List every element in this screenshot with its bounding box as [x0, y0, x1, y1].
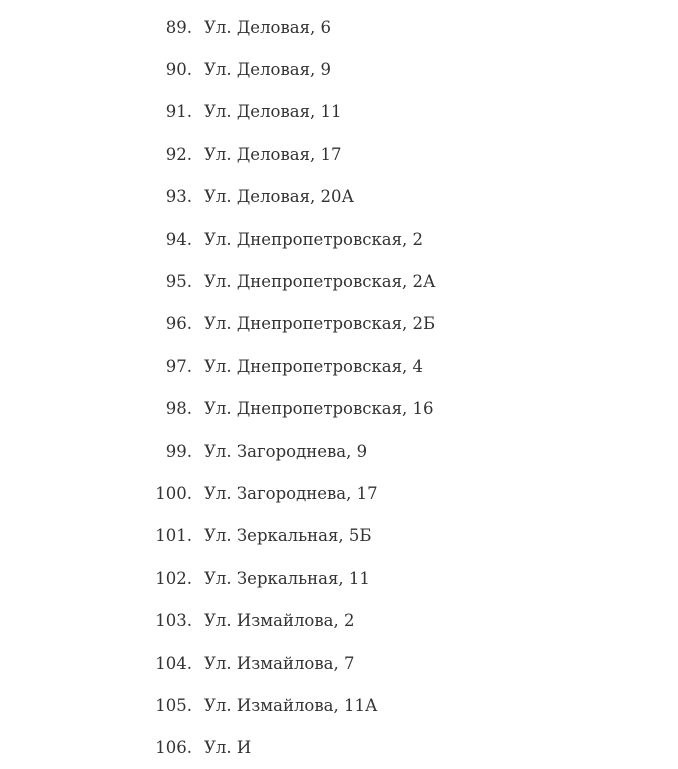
list-item-address: Ул. Деловая, 9 — [204, 60, 332, 80]
list-item-number: 95. — [165, 272, 192, 292]
list-item-number: 90. — [165, 60, 192, 80]
list-item-number: 106. — [155, 738, 192, 758]
list-item — [0, 133, 436, 175]
list-item-address: Ул. Днепропетровская, 2Б — [204, 314, 436, 334]
list-item-address: Ул. И — [204, 738, 252, 758]
list-item-address: Ул. Деловая, 20А — [204, 187, 355, 207]
list-item-number: 93. — [165, 187, 192, 207]
list-item-address: Ул. Загороднева, 17 — [204, 483, 378, 503]
list-item — [0, 176, 436, 218]
list-item — [0, 430, 436, 472]
list-item-number: 101. — [155, 526, 192, 546]
list-item-address: Ул. Днепропетровская, 2А — [204, 272, 436, 292]
list-item-address: Ул. Деловая, 17 — [204, 144, 342, 164]
list-item-number: 105. — [155, 695, 192, 715]
list-item — [0, 472, 436, 514]
list-item-number: 100. — [155, 483, 192, 503]
list-item — [0, 6, 436, 48]
list-item-number: 96. — [165, 314, 192, 334]
list-item — [0, 91, 436, 133]
list-item — [0, 303, 436, 345]
list-item-address: Ул. Измайлова, 11А — [204, 695, 378, 715]
list-item — [0, 684, 436, 726]
list-item-number: 89. — [165, 17, 192, 37]
list-item-number: 91. — [165, 102, 192, 122]
list-item — [0, 642, 436, 684]
list-item-number: 102. — [155, 568, 192, 588]
list-item — [0, 48, 436, 90]
list-item-address: Ул. Днепропетровская, 4 — [204, 356, 424, 376]
list-item-number: 103. — [155, 611, 192, 631]
address-list — [0, 6, 436, 769]
list-item-address: Ул. Зеркальная, 5Б — [204, 526, 372, 546]
list-item-number: 104. — [155, 653, 192, 673]
list-item — [0, 388, 436, 430]
list-item-address: Ул. Днепропетровская, 16 — [204, 399, 434, 419]
list-item-number: 99. — [165, 441, 192, 461]
list-item-number: 97. — [165, 356, 192, 376]
list-item-address: Ул. Зеркальная, 11 — [204, 568, 370, 588]
list-item-address: Ул. Деловая, 11 — [204, 102, 342, 122]
list-item-number: 94. — [165, 229, 192, 249]
list-item — [0, 218, 436, 260]
list-item-address: Ул. Деловая, 6 — [204, 17, 332, 37]
list-item-number: 92. — [165, 144, 192, 164]
list-item — [0, 260, 436, 302]
list-item — [0, 557, 436, 599]
list-item-address: Ул. Измайлова, 2 — [204, 611, 355, 631]
list-item — [0, 727, 436, 769]
list-item — [0, 345, 436, 387]
list-item-address: Ул. Измайлова, 7 — [204, 653, 355, 673]
list-item-address: Ул. Днепропетровская, 2 — [204, 229, 424, 249]
list-item-number: 98. — [165, 399, 192, 419]
list-item-address: Ул. Загороднева, 9 — [204, 441, 368, 461]
list-item — [0, 515, 436, 557]
list-item — [0, 599, 436, 641]
